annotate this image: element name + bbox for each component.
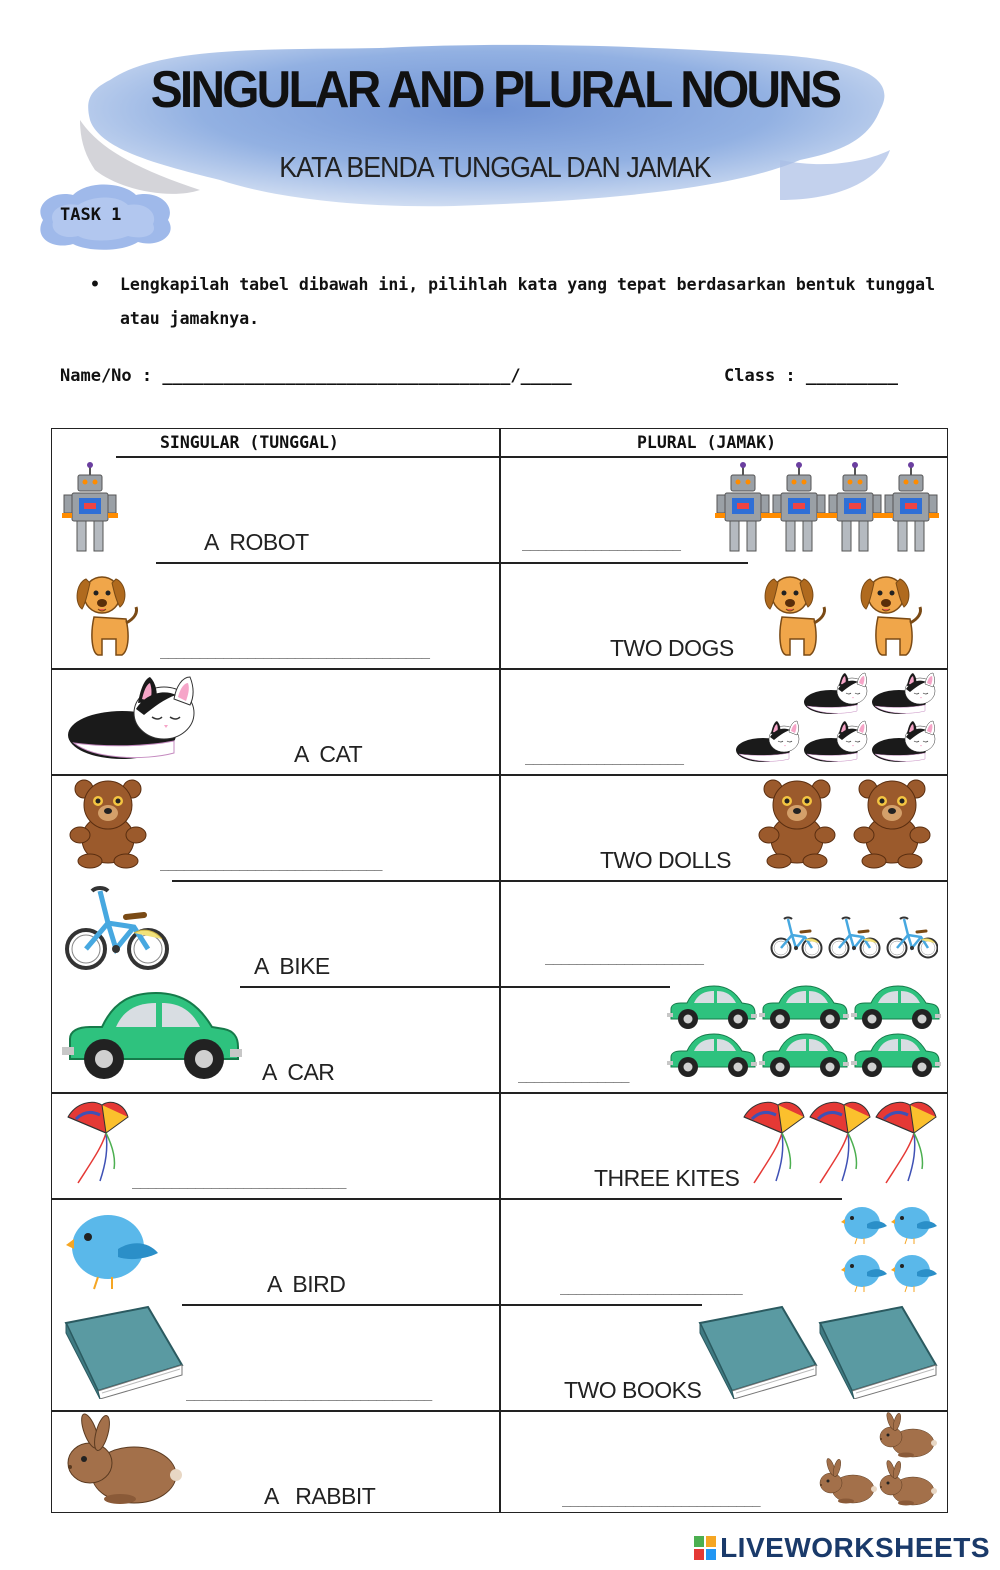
cars-icon [666, 983, 942, 1087]
plural-cell [500, 1093, 947, 1199]
robots-icon [715, 461, 940, 555]
answer-blank[interactable]: _______________________________ [186, 1385, 432, 1401]
answer-blank[interactable]: _________________________ [562, 1491, 761, 1507]
dog-icon [72, 567, 144, 659]
plural-cell [500, 563, 947, 669]
singular-cell [52, 669, 499, 775]
singular-word: A CAT [294, 741, 363, 767]
plural-word: TWO BOOKS [564, 1377, 702, 1403]
noun-table [51, 428, 948, 1513]
car-icon [60, 987, 242, 1085]
plural-word: THREE KITES [594, 1165, 740, 1191]
answer-blank[interactable]: ____________________ [545, 949, 704, 965]
singular-word: A BIRD [267, 1271, 346, 1297]
singular-cell [52, 1093, 499, 1199]
plural-word: TWO DOLLS [600, 847, 731, 873]
name-field[interactable]: Name/No : __________________________________/_____ [60, 366, 572, 386]
plural-word: TWO DOGS [610, 635, 734, 661]
singular-word: A CAR [262, 1059, 335, 1085]
cat-icon [64, 673, 198, 761]
plural-cell [500, 881, 947, 987]
brand-text: LIVEWORKSHEETS [720, 1532, 990, 1563]
cats-icon [734, 669, 938, 769]
singular-cell [52, 881, 499, 987]
answer-blank[interactable]: ____________________________ [160, 855, 383, 871]
plural-cell [500, 1199, 947, 1305]
table-row [52, 1411, 947, 1517]
singular-cell [52, 775, 499, 881]
plural-cell [500, 1411, 947, 1517]
plural-cell [500, 669, 947, 775]
page-subtitle: KATA BENDA TUNGGAL DAN JAMAK [279, 152, 711, 184]
task-label: TASK 1 [60, 205, 122, 225]
teddy-bear-icon [66, 777, 150, 869]
singular-word: A BIKE [254, 953, 330, 979]
plural-cell [500, 457, 947, 563]
bird-icon [64, 1199, 160, 1291]
singular-cell [52, 1411, 499, 1517]
bikes-icon [770, 915, 938, 961]
table-row [52, 1199, 947, 1305]
page-title: SINGULAR AND PLURAL NOUNS [150, 61, 840, 119]
singular-cell [52, 987, 499, 1093]
table-row [52, 1093, 947, 1199]
table-row [52, 563, 947, 669]
liveworksheets-brand[interactable] [694, 1532, 990, 1564]
kites-icon [738, 1097, 938, 1189]
table-row [52, 775, 947, 881]
books-icon [696, 1305, 940, 1399]
header-singular: SINGULAR (TUNGGAL) [160, 433, 339, 452]
singular-cell [52, 563, 499, 669]
robot-icon [62, 461, 118, 555]
instruction-text: Lengkapilah tabel dibawah ini, pilihlah kata yang tepat berdasarkan bentuk tunggal atau jamaknya. [120, 275, 935, 328]
table-row [52, 881, 947, 987]
birds-icon [840, 1199, 940, 1299]
singular-word: A ROBOT [204, 529, 309, 555]
liveworksheets-logo-icon [694, 1536, 716, 1560]
table-row [52, 669, 947, 775]
bike-icon [64, 883, 170, 973]
answer-blank[interactable]: ___________________________ [132, 1173, 347, 1189]
answer-blank[interactable]: ____________________ [525, 749, 684, 765]
answer-blank[interactable]: ______________ [518, 1067, 630, 1083]
rabbits-icon [816, 1411, 940, 1511]
plural-cell [500, 1305, 947, 1411]
book-icon [62, 1305, 184, 1399]
table-row [52, 1305, 947, 1411]
singular-cell [52, 457, 499, 563]
kite-icon [62, 1097, 134, 1189]
plural-cell [500, 987, 947, 1093]
singular-cell [52, 1305, 499, 1411]
singular-word: A RABBIT [264, 1483, 376, 1509]
answer-blank[interactable]: __________________________________ [160, 643, 430, 659]
dogs-icon [760, 567, 930, 659]
task-badge [28, 180, 176, 252]
table-row [52, 457, 947, 563]
table-row [52, 987, 947, 1093]
plural-cell [500, 775, 947, 881]
answer-blank[interactable]: _______________________ [560, 1279, 743, 1295]
singular-cell [52, 1199, 499, 1305]
title-banner [80, 40, 910, 215]
teddy-bears-icon [755, 777, 935, 869]
header-plural: PLURAL (JAMAK) [637, 433, 777, 452]
instruction [90, 268, 935, 336]
rabbit-icon [60, 1411, 184, 1507]
bullet: • [90, 275, 100, 294]
answer-blank[interactable]: ____________________ [522, 535, 681, 551]
class-field[interactable]: Class : _________ [724, 366, 898, 386]
